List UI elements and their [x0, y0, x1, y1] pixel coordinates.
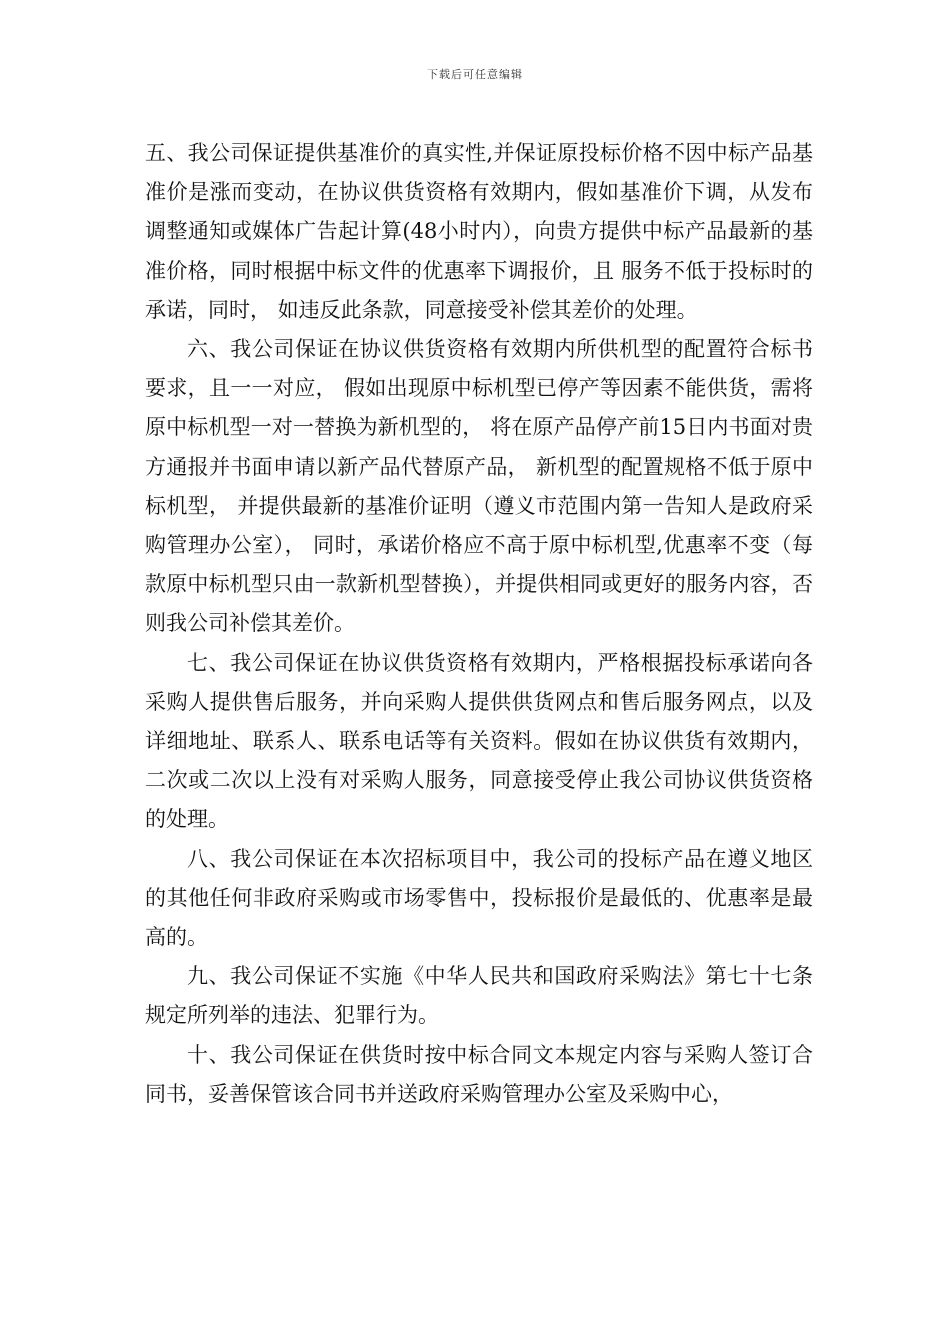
paragraph-six: 六、我公司保证在协议供货资格有效期内所供机型的配置符合标书要求，且一一对应， 假如出现原中标机型已停产等因素不能供货，需将原中标机型一对一替换为新机型的， 将在原产品停产前15日内书面对贵方通报并书面申请以新产品代替原产品， 新机型的配置规格不低于原中标机型， 并提供最新的基准价证明（遵义市范围内第一告知人是政府采购管理办公室）， 同时，承诺价格应不高于原中标机型,优惠率不变（每款原中标机型只由一款新机型替换），并提供相同或更好的服务内容，否则我公司补偿其差价。 [145, 337, 813, 636]
paragraph-nine: 九、我公司保证不实施《中华人民共和国政府采购法》第七十七条规定所列举的违法、犯罪行为。 [145, 964, 813, 1028]
page-header: 下载后可任意编辑 [427, 68, 523, 81]
paragraph-seven: 七、我公司保证在协议供货资格有效期内，严格根据投标承诺向各采购人提供售后服务，并向采购人提供供货网点和售后服务网点，以及详细地址、联系人、联系电话等有关资料。假如在协议供货有效期内，二次或二次以上没有对采购人服务，同意接受停止我公司协议供货资格的处理。 [145, 650, 813, 832]
paragraph-eight: 八、我公司保证在本次招标项目中，我公司的投标产品在遵义地区的其他任何非政府采购或市场零售中，投标报价是最低的、优惠率是最高的。 [145, 846, 813, 950]
document-body [145, 134, 813, 1114]
paragraph-five: 五、我公司保证提供基准价的真实性,并保证原投标价格不因中标产品基准价是涨而变动，在协议供货资格有效期内，假如基准价下调，从发布调整通知或媒体广告起计算(48小时内），向贵方提供中标产品最新的基准价格，同时根据中标文件的优惠率下调报价，且 服务不低于投标时的承诺，同时， 如违反此条款，同意接受补偿其差价的处理。 [145, 141, 813, 322]
paragraph-ten: 十、我公司保证在供货时按中标合同文本规定内容与采购人签订合同书，妥善保管该合同书并送政府采购管理办公室及采购中心， [145, 1042, 813, 1106]
